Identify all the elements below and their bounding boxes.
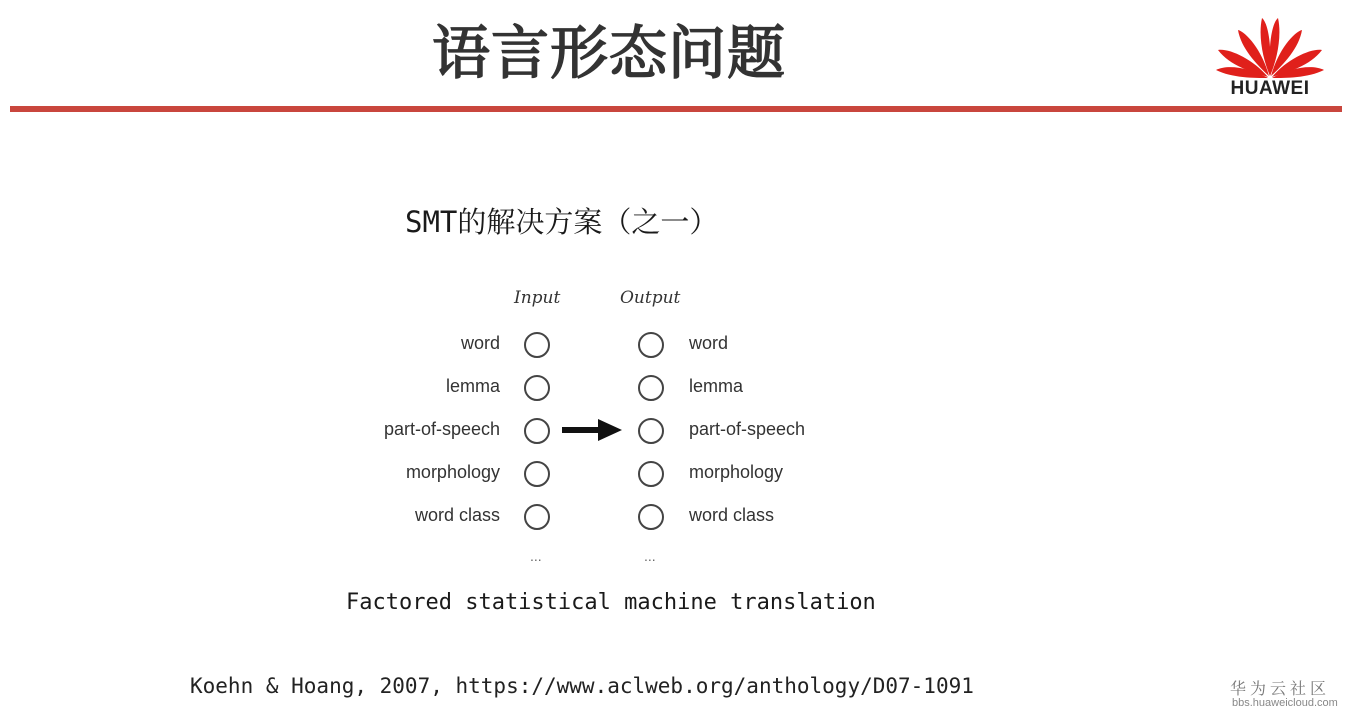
- output-factor-label: morphology: [689, 462, 784, 482]
- input-factor-label: lemma: [445, 376, 500, 396]
- output-factor-label: lemma: [689, 376, 744, 396]
- input-factor-label: word class: [414, 505, 500, 525]
- output-factor-label: part-of-speech: [689, 419, 806, 439]
- watermark-site-name: 华为云社区: [1230, 679, 1331, 698]
- diagram-caption: Factored statistical machine translation: [346, 590, 876, 615]
- logo-wordmark: HUAWEI: [1230, 78, 1310, 99]
- output-ellipsis: ...: [644, 548, 656, 564]
- input-factor-node: [524, 418, 550, 444]
- output-factor-node: [638, 461, 664, 487]
- input-factor-label: part-of-speech: [383, 419, 500, 439]
- input-factor-node: [524, 332, 550, 358]
- input-factor-node: [524, 375, 550, 401]
- input-factor-node: [524, 461, 550, 487]
- header-divider: [10, 106, 1342, 112]
- input-factor-label: morphology: [405, 462, 500, 482]
- page-title: 语言形态问题: [432, 19, 787, 87]
- output-factor-node: [638, 418, 664, 444]
- output-factor-label: word class: [689, 505, 775, 525]
- output-factor-node: [638, 504, 664, 530]
- input-factor-label: word: [460, 333, 500, 353]
- output-factor-label: word: [689, 333, 729, 353]
- citation: Koehn & Hoang, 2007, https://www.aclweb.org/anthology/D07-1091: [190, 674, 974, 698]
- slide-subtitle: SMT的解决方案（之一）: [405, 205, 719, 239]
- input-heading: Input: [514, 288, 561, 308]
- input-ellipsis: ...: [530, 548, 542, 564]
- input-factor-node: [524, 504, 550, 530]
- output-factor-node: [638, 332, 664, 358]
- output-factor-node: [638, 375, 664, 401]
- right-arrow-icon: [560, 416, 626, 444]
- output-heading: Output: [620, 288, 681, 308]
- watermark-url: bbs.huaweicloud.com: [1232, 697, 1338, 709]
